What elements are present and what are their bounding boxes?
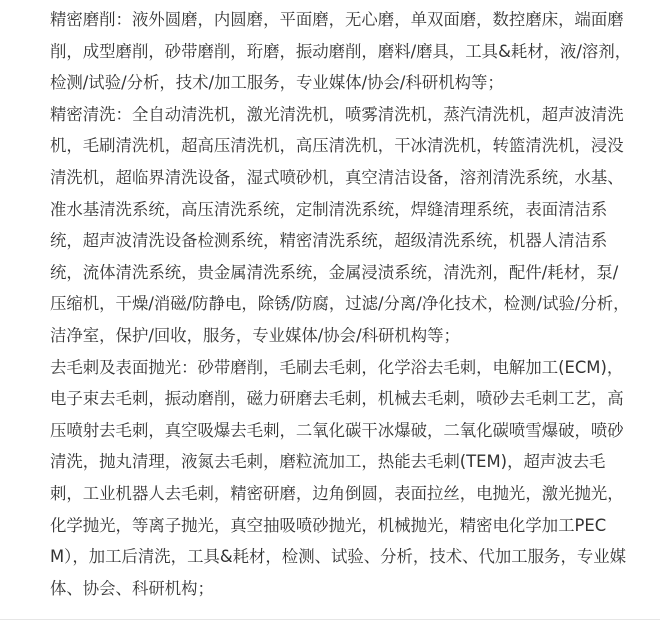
- paragraph-precision-cleaning: [50, 99, 650, 352]
- paragraph-precision-grinding: [50, 4, 650, 99]
- text-line: 清洗，抛丸清理，液氮去毛刺，磨粒流加工，热能去毛刺(TEM)，超声波去毛: [50, 452, 606, 472]
- text-line: 准水基清洗系统，高压清洗系统，定制清洗系统，焊缝清理系统，表面清洁系: [50, 199, 608, 219]
- text-line: 统，流体清洗系统，贵金属清洗系统，金属浸渍系统，清洗剂，配件/耗材，泵/: [50, 262, 619, 282]
- text-line: 电子束去毛刺，振动磨削，磁力研磨去毛刺，机械去毛刺，喷砂去毛刺工艺，高: [50, 389, 624, 409]
- text-line: 检测/试验/分析，技术/加工服务，专业媒体/协会/科研机构等；: [50, 73, 504, 93]
- text-line: 精密清洗：全自动清洗机，激光清洗机，喷雾清洗机，蒸汽清洗机，超声波清洗: [50, 104, 624, 124]
- text-line: 压缩机，干燥/消磁/防静电，除锈/防腐，过滤/分离/净化技术，检测/试验/分析，: [50, 294, 630, 314]
- text-line: 削，成型磨削，砂带磨削，珩磨，振动磨削，磨料/磨具，工具&耗材，液/溶剂，: [50, 41, 632, 61]
- text-line: 体、协会、科研机构；: [50, 578, 214, 598]
- text-line: 去毛刺及表面抛光：砂带磨削，毛刷去毛刺，化学浴去毛刺，电解加工(ECM)，: [50, 357, 624, 377]
- text-line: 清洗机，超临界清洗设备，湿式喷砂机，真空清洁设备，溶剂清洗系统，水基、: [50, 167, 624, 187]
- text-line: 机，毛刷清洗机，超高压清洗机，高压清洗机，干冰清洗机，转篮清洗机，浸没: [50, 136, 624, 156]
- text-line: 统，超声波清洗设备检测系统，精密清洗系统，超级清洗系统，机器人清洁系: [50, 231, 608, 251]
- text-line: 压喷射去毛刺，真空吸爆去毛刺，二氧化碳干冰爆破，二氧化碳喷雪爆破，喷砂: [50, 420, 624, 440]
- text-line: M），加工后清洗，工具&耗材，检测、试验、分析，技术、代加工服务，专业媒: [50, 547, 627, 567]
- text-line: 洁净室，保护/回收，服务，专业媒体/协会/科研机构等；: [50, 325, 460, 345]
- text-line: 化学抛光，等离子抛光，真空抽吸喷砂抛光，机械抛光，精密电化学加工PEC: [50, 515, 607, 535]
- text-line: 刺，工业机器人去毛刺，精密研磨，边角倒圆，表面拉丝，电抛光，激光抛光，: [50, 483, 624, 503]
- article-body: [50, 4, 650, 604]
- text-line: 精密磨削：液外圆磨，内圆磨，平面磨，无心磨，单双面磨，数控磨床，端面磨: [50, 10, 624, 29]
- paragraph-deburring-polishing: [50, 352, 650, 605]
